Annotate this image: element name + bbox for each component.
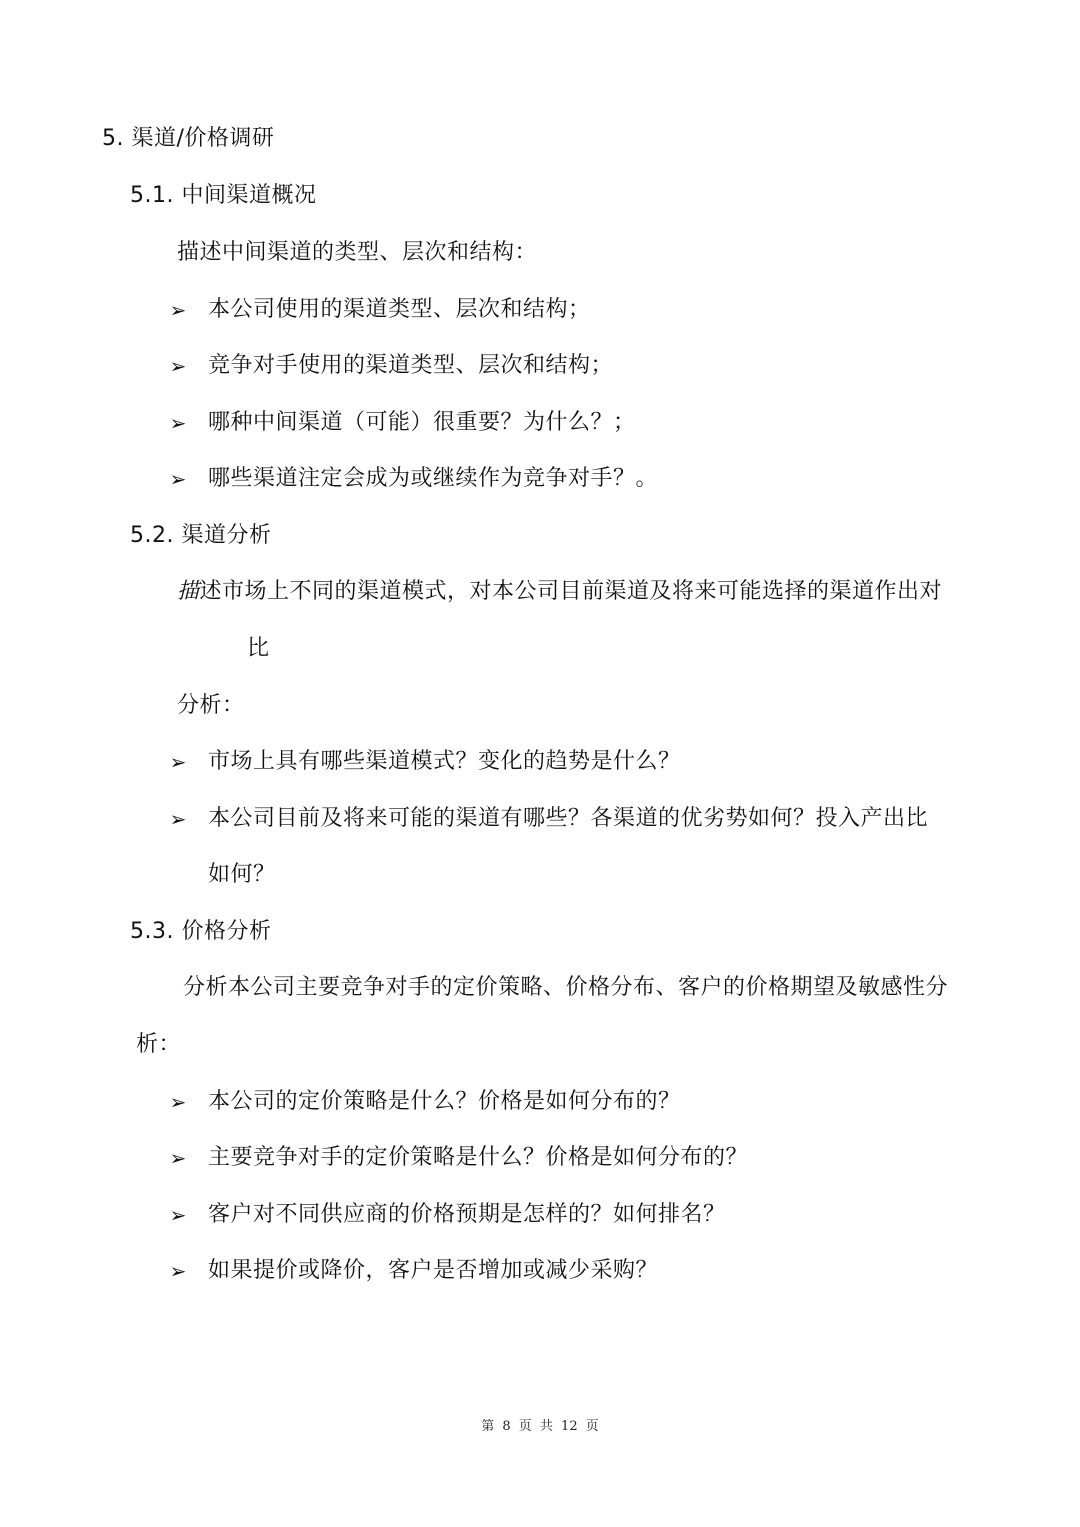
bullet-arrow-icon: ➢ <box>169 467 187 491</box>
list-item: 本公司使用的渠道类型、层次和结构； <box>208 297 591 322</box>
bullet-arrow-icon: ➢ <box>169 1090 187 1114</box>
list-item: 客户对不同供应商的价格预期是怎样的？如何排名？ <box>208 1202 726 1227</box>
section-heading: 5. 渠道/价格调研 <box>102 126 275 151</box>
bullet-arrow-icon: ➢ <box>169 411 187 435</box>
list-item-wrap: 如何？ <box>208 862 276 887</box>
bullet-arrow-icon: ➢ <box>169 1146 187 1170</box>
subsection-title-5-3: 5.3. 价格分析 <box>130 919 272 944</box>
page-number-footer: 第 8 页 共 12 页 <box>481 1419 599 1434</box>
paragraph-5-1-intro: 描述中间渠道的类型、层次和结构： <box>177 240 538 265</box>
bullet-arrow-icon: ➢ <box>169 298 187 322</box>
list-item: 哪种中间渠道（可能）很重要？为什么？； <box>208 410 636 435</box>
bullet-arrow-icon: ➢ <box>169 750 187 774</box>
bullet-arrow-icon: ➢ <box>169 807 187 831</box>
paragraph-text: 述市场上不同的渠道模式，对本公司目前渠道及将来可能选择的渠道作出对 <box>199 579 943 604</box>
list-item: 市场上具有哪些渠道模式？变化的趋势是什么？ <box>208 749 681 774</box>
paragraph-wrap-line: 析： <box>136 1032 182 1057</box>
subsection-title-5-2: 5.2. 渠道分析 <box>130 523 272 548</box>
paragraph-5-3-intro: 分析本公司主要竞争对手的定价策略、价格分布、客户的价格期望及敏感性分 <box>183 975 949 1000</box>
bullet-arrow-icon: ➢ <box>169 1259 187 1283</box>
bullet-arrow-icon: ➢ <box>169 354 187 378</box>
paragraph-wrap-line: 比 <box>247 636 270 661</box>
paragraph-5-2-intro <box>177 577 942 607</box>
list-item: 如果提价或降价，客户是否增加或减少采购？ <box>208 1258 659 1283</box>
subsection-title-5-1: 5.1. 中间渠道概况 <box>130 183 317 208</box>
list-item: 竞争对手使用的渠道类型、层次和结构； <box>208 353 614 378</box>
paragraph-lead-char: 描 <box>177 579 200 604</box>
list-item: 本公司的定价策略是什么？价格是如何分布的？ <box>208 1089 681 1114</box>
paragraph-tail-line: 分析： <box>177 693 245 718</box>
list-item: 哪些渠道注定会成为或继续作为竞争对手？。 <box>208 466 659 491</box>
list-item: 本公司目前及将来可能的渠道有哪些？各渠道的优劣势如何？投入产出比 <box>208 806 929 831</box>
bullet-arrow-icon: ➢ <box>169 1203 187 1227</box>
list-item: 主要竞争对手的定价策略是什么？价格是如何分布的？ <box>208 1145 749 1170</box>
